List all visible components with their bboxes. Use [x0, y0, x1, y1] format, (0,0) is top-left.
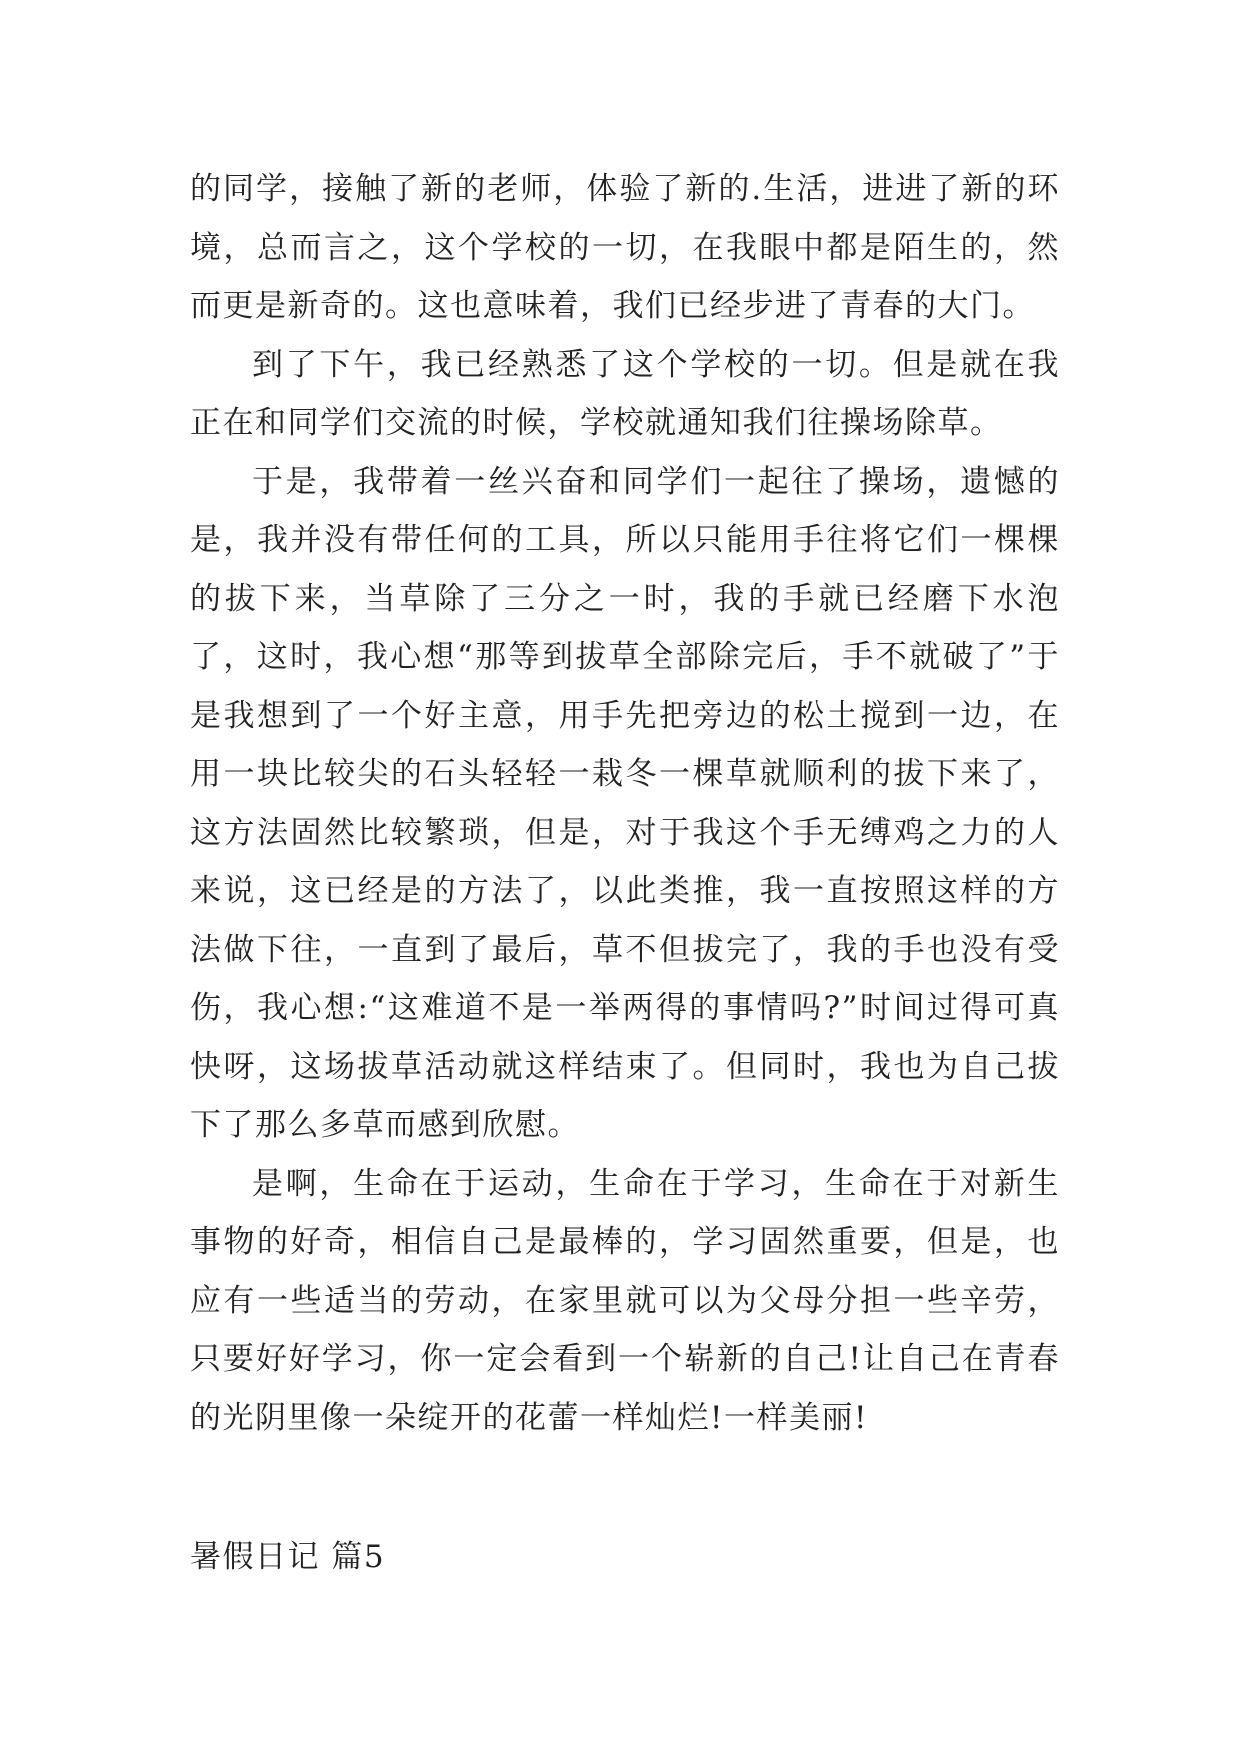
paragraph-afternoon: 到了下午，我已经熟悉了这个学校的一切。但是就在我正在和同学们交流的时候，学校就通知我们往操场除草。 — [190, 346, 1060, 441]
paragraph-weeding: 于是，我带着一丝兴奋和同学们一起往了操场，遗憾的是，我并没有带任何的工具，所以只能用手往将它们一棵棵的拔下来，当草除了三分之一时，我的手就已经磨下水泡了，这时，我心想“那等到拔草全部除完后，手不就破了”于是我想到了一个好主意，用手先把旁边的松土搅到一边，在用一块比较尖的石头轻轻一栽冬一棵草就顺利的拔下来了，这方法固然比较繁琐，但是，对于我这个手无缚鸡之力的人来说，这已经是的方法了，以此类推，我一直按照这样的方法做下往，一直到了最后，草不但拔完了，我的手也没有受伤，我心想:“这难道不是一举两得的事情吗?”时间过得可真快呀，这场拔草活动就这样结束了。但同时，我也为自己拔下了那么多草而感到欣慰。 — [190, 463, 1060, 1143]
paragraph-reflection: 是啊，生命在于运动，生命在于学习，生命在于对新生事物的好奇，相信自己是最棒的，学习固然重要，但是，也应有一些适当的劳动，在家里就可以为父母分担一些辛劳，只要好好学习，你一定会看到一个崭新的自己!让自己在青春的光阴里像一朵绽开的花蕾一样灿烂!一样美丽! — [190, 1165, 1060, 1436]
paragraph-continuation: 的同学，接触了新的老师，体验了新的.生活，进进了新的环境，总而言之，这个学校的一切，在我眼中都是陌生的，然而更是新奇的。这也意味着，我们已经步进了青春的大门。 — [190, 171, 1060, 324]
document-body — [190, 160, 1060, 1447]
section-heading: 暑假日记 篇5 — [190, 1539, 386, 1575]
